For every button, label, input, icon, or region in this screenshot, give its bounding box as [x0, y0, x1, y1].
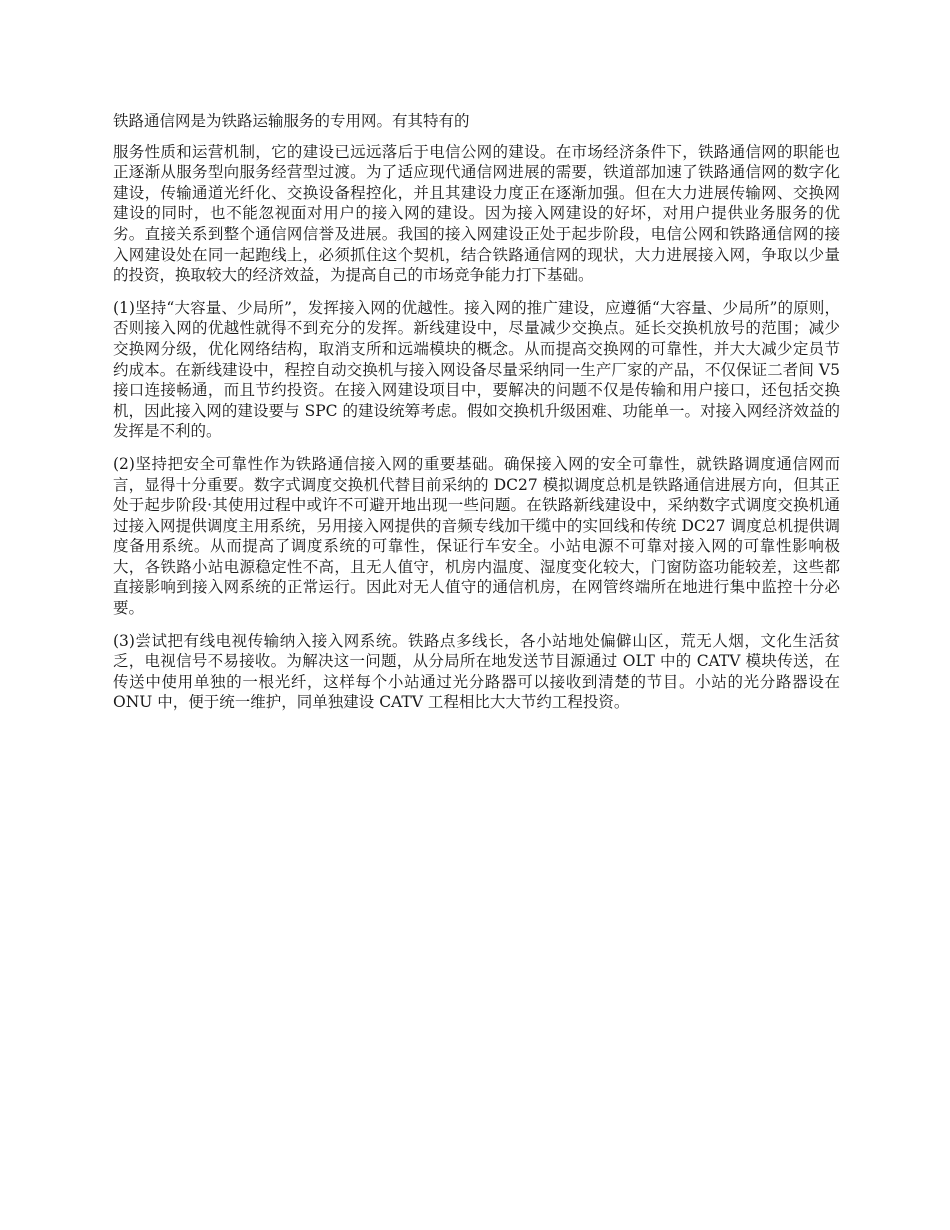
paragraph-point-2: (2)坚持把安全可靠性作为铁路通信接入网的重要基础。确保接入网的安全可靠性，就铁路调度通信网而言，显得十分重要。数字式调度交换机代替目前采纳的 DC27 模拟调度总机是铁路通信进展方向，但其正处于起步阶段·其使用过程中或许不可避开地出现一些问题。在铁路新线建设中，采纳数字式调度交换机通过接入网提供调度主用系统，另用接入网提供的音频专线加干缆中的实回线和传统 DC27 调度总机提供调度备用系统。从而提高了调度系统的可靠性，保证行车安全。小站电源不可靠对接入网的可靠性影响极大，各铁路小站电源稳定性不高，且无人值守，机房内温度、湿度变化较大，门窗防盗功能较差，这些都直接影响到接入网系统的正常运行。因此对无人值守的通信机房，在网管终端所在地进行集中监控十分必要。: [113, 454, 840, 618]
intro-line: 铁路通信网是为铁路运输服务的专用网。有其特有的: [113, 112, 470, 130]
paragraph-overview: 服务性质和运营机制，它的建设已远远落后于电信公网的建设。在市场经济条件下，铁路通信网的职能也正逐渐从服务型向服务经营型过渡。为了适应现代通信网进展的需要，铁道部加速了铁路通信网的数字化建设，传输通道光纤化、交换设备程控化，并且其建设力度正在逐渐加强。但在大力进展传输网、交换网建设的同时，也不能忽视面对用户的接入网的建设。因为接入网建设的好坏，对用户提供业务服务的优劣。直接关系到整个通信网信誉及进展。我国的接入网建设正处于起步阶段，电信公网和铁路通信网的接入网建设处在同一起跑线上，必须抓住这个契机，结合铁路通信网的现状，大力进展接入网，争取以少量的投资，换取较大的经济效益，为提高自己的市场竞争能力打下基础。: [113, 142, 840, 285]
document-body: [113, 111, 840, 725]
paragraph-point-1: (1)坚持“大容量、少局所”，发挥接入网的优越性。接入网的推广建设，应遵循“大容量、少局所”的原则，否则接入网的优越性就得不到充分的发挥。新线建设中，尽量减少交换点。延长交换机放号的范围；减少交换网分级，优化网络结构，取消支所和远端模块的概念。从而提高交换网的可靠性，并大大减少定员节约成本。在新线建设中，程控自动交换机与接入网设备尽量采纳同一生产厂家的产品，不仅保证二者间 V5 接口连接畅通，而且节约投资。在接入网建设项目中，要解决的问题不仅是传输和用户接口，还包括交换机，因此接入网的建设要与 SPC 的建设统筹考虑。假如交换机升级困难、功能单一。对接入网经济效益的发挥是不利的。: [113, 298, 840, 441]
paragraph-point-3: (3)尝试把有线电视传输纳入接入网系统。铁路点多线长，各小站地处偏僻山区，荒无人烟，文化生活贫乏，电视信号不易接收。为解决这一问题，从分局所在地发送节目源通过 OLT 中的 CATV 模块传送，在传送中使用单独的一根光纤，这样每个小站通过光分路器可以接收到清楚的节目。小站的光分路器设在 ONU 中，便于统一维护，同单独建设 CATV 工程相比大大节约工程投资。: [113, 631, 840, 712]
